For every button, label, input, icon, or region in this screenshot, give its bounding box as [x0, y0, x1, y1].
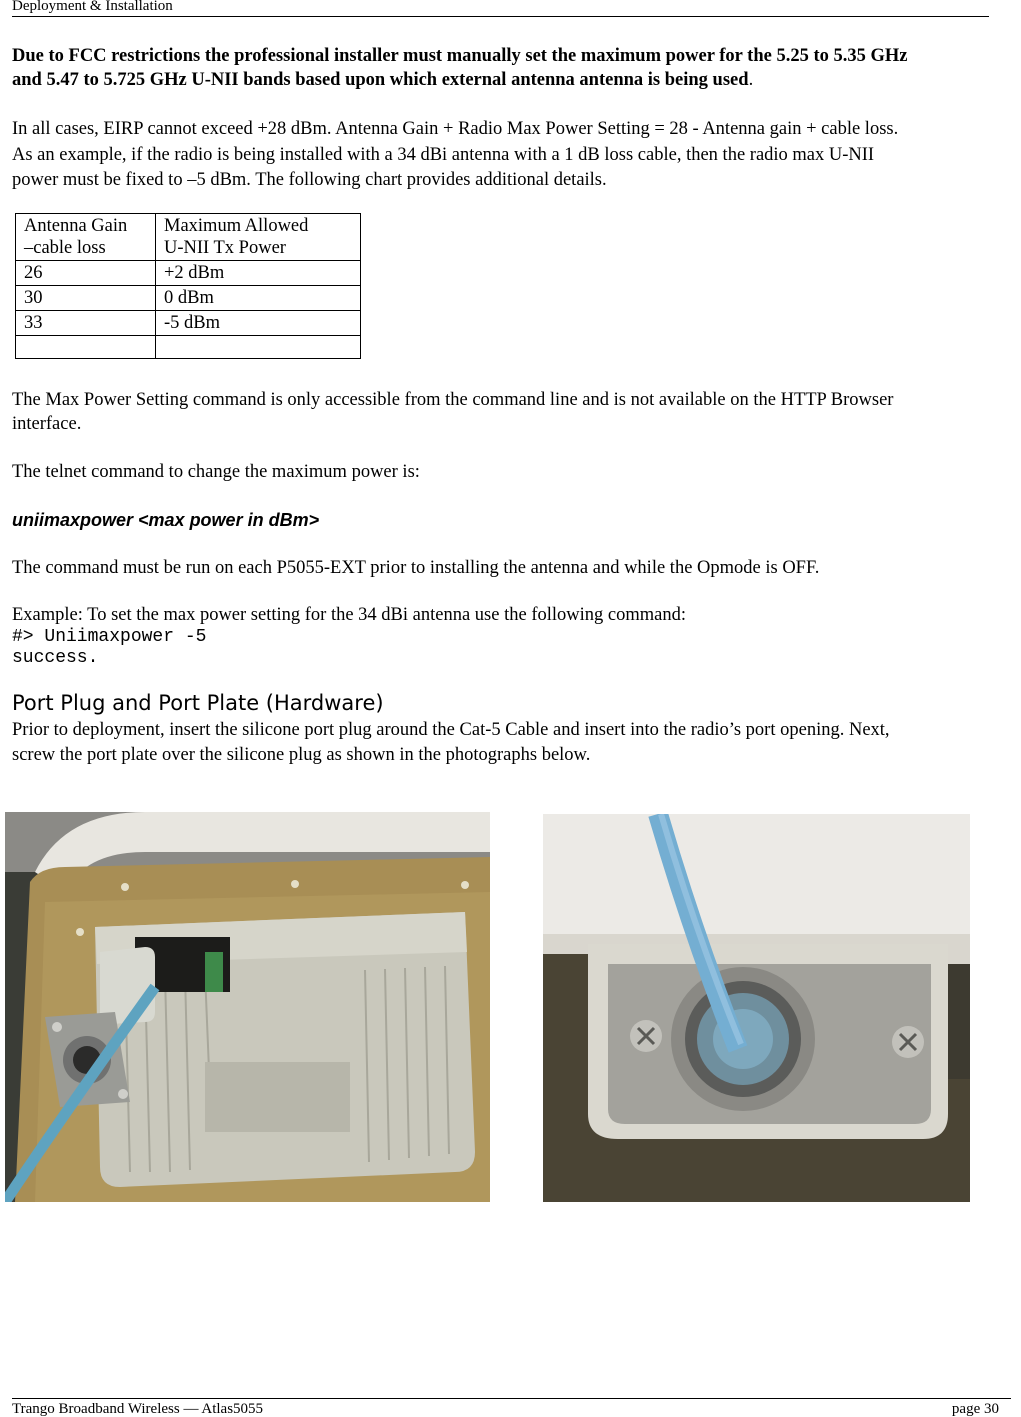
cell-gain	[16, 336, 156, 359]
header-antenna-gain-line-2: –cable loss	[24, 238, 106, 258]
cell-power: +2 dBm	[156, 261, 361, 286]
table-row	[16, 261, 361, 286]
cell-gain: 30	[16, 286, 156, 311]
photo-port-plate-closeup	[543, 814, 970, 1202]
telnet-intro: The telnet command to change the maximum power is:	[12, 462, 420, 482]
photo-radio-port-plug	[5, 812, 490, 1202]
eirp-line-2: As an example, if the radio is being installed with a 34 dBi antenna with a 1 dB loss cable, then the radio max U-NII	[12, 145, 875, 165]
port-section-heading: Port Plug and Port Plate (Hardware)	[12, 691, 384, 715]
port-section-line-2: screw the port plate over the silicone plug as shown in the photographs below.	[12, 745, 591, 765]
footer-product: Trango Broadband Wireless — Atlas5055	[12, 1401, 264, 1417]
table-row	[16, 311, 361, 336]
header-max-power	[156, 214, 361, 261]
header-section-title: Deployment & Installation	[12, 0, 173, 14]
header-antenna-gain-line-1: Antenna Gain	[24, 216, 128, 236]
eirp-line-3: power must be fixed to –5 dBm. The following chart provides additional details.	[12, 170, 607, 190]
fcc-note-line-1: Due to FCC restrictions the professional installer must manually set the maximum power for the 5.25 to 5.35 GHz	[12, 46, 908, 66]
max-power-note-line-1: The Max Power Setting command is only accessible from the command line and is not available on the HTTP Browser	[12, 390, 894, 410]
example-text: Example: To set the max power setting for the 34 dBi antenna use the following command:	[12, 605, 686, 625]
command-syntax: uniimaxpower <max power in dBm>	[12, 510, 320, 530]
port-section-line-1: Prior to deployment, insert the silicone port plug around the Cat-5 Cable and insert into the radio’s port opening. Next,	[12, 720, 890, 740]
cell-gain: 26	[16, 261, 156, 286]
footer-page-number: page 30	[951, 1401, 999, 1417]
header-max-power-line-2: U-NII Tx Power	[164, 238, 286, 258]
max-power-note-line-2: interface.	[12, 414, 82, 434]
cell-power: 0 dBm	[156, 286, 361, 311]
eirp-line-1: In all cases, EIRP cannot exceed +28 dBm. Antenna Gain + Radio Max Power Setting = 28 - Antenna gain + cable loss.	[12, 119, 899, 139]
fcc-note-line-2-wrap	[12, 68, 753, 92]
table-row-empty	[16, 336, 361, 359]
running-header	[12, 0, 989, 17]
cell-power	[156, 336, 361, 359]
cell-gain: 33	[16, 311, 156, 336]
fcc-note-period: .	[748, 70, 754, 90]
cell-power: -5 dBm	[156, 311, 361, 336]
run-note: The command must be run on each P5055-EXT prior to installing the antenna and while the Opmode is OFF.	[12, 558, 820, 578]
fcc-note-line-2: and 5.47 to 5.725 GHz U-NII bands based upon which external antenna antenna is being used	[12, 70, 749, 90]
example-command: #> Uniimaxpower -5	[12, 627, 207, 647]
example-result: success.	[12, 648, 99, 668]
header-max-power-line-1: Maximum Allowed	[164, 216, 309, 236]
power-table-header-row	[16, 214, 361, 261]
header-antenna-gain	[16, 214, 156, 261]
running-footer	[12, 1398, 1011, 1417]
power-table	[15, 213, 361, 359]
table-row	[16, 286, 361, 311]
